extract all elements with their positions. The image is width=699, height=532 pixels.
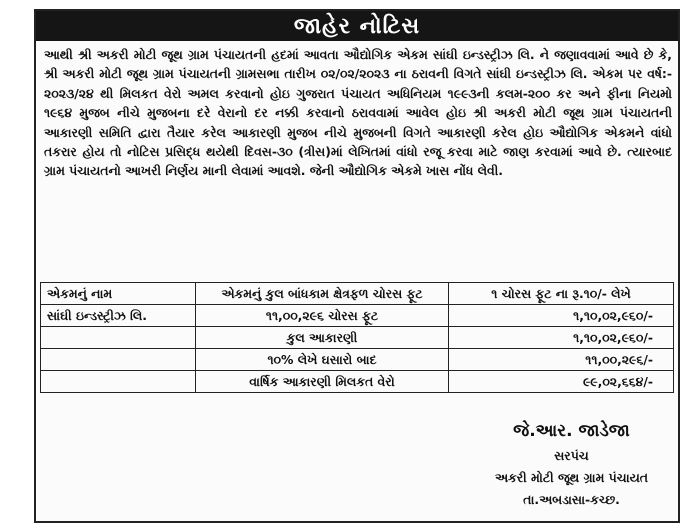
signatory-name: જે.આર. જાડેજા: [513, 421, 630, 441]
annual-tax-amount: ૯૯,૦૨,૬૬૪/-: [449, 371, 674, 393]
assessment-table: [40, 282, 674, 393]
signatory-org: અકરી મોટી જૂથ ગ્રામ પંચાયત: [494, 470, 648, 485]
header-unit-name: એકમનું નામ: [41, 283, 196, 305]
assessment-table-wrap: [40, 282, 674, 393]
empty-cell: [41, 349, 196, 371]
depreciation-amount: ૧૧,૦૦,૨૯૬/-: [449, 349, 674, 371]
empty-cell: [41, 327, 196, 349]
notice-body: આથી શ્રી અકરી મોટી જૂથ ગ્રામ પંચાયતની હદમાં આવતા ઔદ્યોગિક એકમ સાંઘી ઇન્ડસ્ટ્રીઝ લિ. ને જણાવવામાં આવે છે કે, શ્રી અકરી મોટી જૂથ ગ્રામ પંચાયતની ગ્રામસભા તારીખ ૦૨/૦૨/૨૦૨૩ ના ઠરાવની વિગતે સાંઘી ઇન્ડસ્ટ્રીઝ લિ. એકમ પર વર્ષ:- ૨૦૨૩/૨૪ થી મિલકત વેરો અમલ કરવાનો હોઇ ગુજરાત પંચાયત અધિનિયમ ૧૯૯૩ની કલમ-૨૦૦ કર અને ફીના નિયમો ૧૯૬૪ મુજબ નીચે મુજબના દરે વેરાનો દર નક્કી કરવાનો ઠરાવવામાં આવેલ હોઇ શ્રી અકરી મોટી જૂથ ગ્રામ પંચાયતની આકારણી સમિતિ દ્વારા તૈયાર કરેલ આકારણી મુજબ નીચે મુજબની વિગતે આકારણી કરેલ હોઇ ઔદ્યોગિક એકમને વાંધો તકરાર હોય તો નોટિસ પ્રસિદ્ધ થયેથી દિવસ-૩૦ (ત્રીસ)માં લેખિતમાં વાંધો રજૂ કરવા માટે જાણ કરવામાં આવે છે. ત્યારબાદ ગ્રામ પંચાયતનો આખરી નિર્ણય માની લેવામાં આવશે. જેની ઔદ્યોગિક એકમે ખાસ નોંધ લેવી.: [44, 47, 672, 179]
annual-tax-label: વાર્ષિક આકારણી મિલકત વેરો: [196, 371, 449, 393]
empty-cell: [41, 371, 196, 393]
header-construction-area: એકમનું કુલ બાંધકામ ક્ષેત્રફળ ચોરસ ફૂટ: [196, 283, 449, 305]
table-header-row: [41, 283, 674, 305]
total-assessment-amount: ૧,૧૦,૦૨,૯૬૦/-: [449, 327, 674, 349]
table-row: [41, 349, 674, 371]
unit-name-cell: સાંઘી ઇન્ડસ્ટ્રીઝ લિ.: [41, 305, 196, 327]
table-row: [41, 327, 674, 349]
depreciation-label: ૧૦% લેખે ઘસારો બાદ: [196, 349, 449, 371]
public-notice: [34, 9, 680, 523]
total-assessment-label: કુલ આકારણી: [196, 327, 449, 349]
signature-block: [495, 421, 648, 511]
table-row: [41, 371, 674, 393]
signatory-location: તા.અબડાસા-કચ્છ.: [523, 492, 620, 507]
notice-title: જાહેર નોટિસ: [36, 11, 678, 41]
amount-cell: ૧,૧૦,૦૨,૯૬૦/-: [449, 305, 674, 327]
signatory-role: સરપંચ: [554, 448, 589, 463]
table-row: [41, 305, 674, 327]
area-cell: ૧૧,૦૦,૨૯૬ ચોરસ ફૂટ: [196, 305, 449, 327]
header-rate: ૧ ચોરસ ફૂટ ના રૂ.૧૦/- લેખે: [449, 283, 674, 305]
